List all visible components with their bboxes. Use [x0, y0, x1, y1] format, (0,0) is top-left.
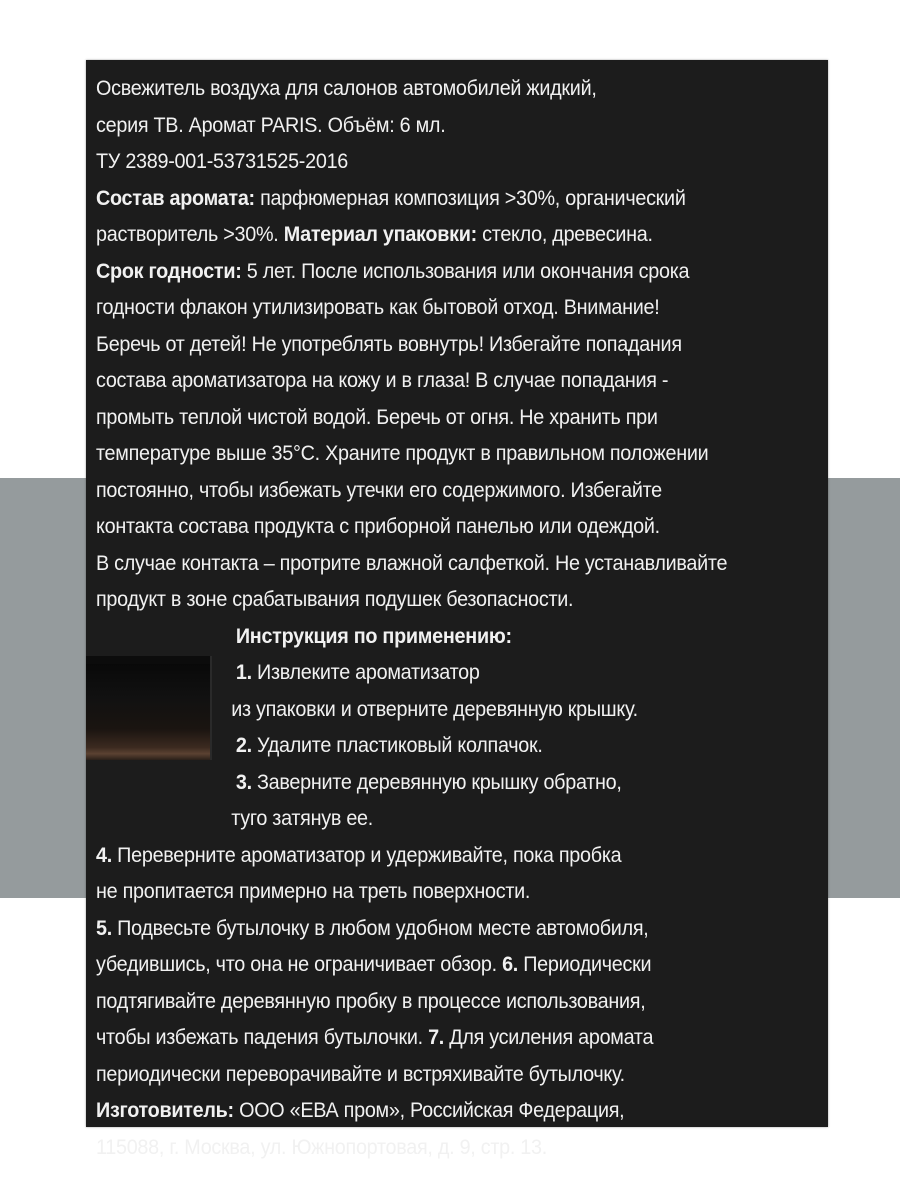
manufacturer-label: Изготовитель:: [96, 1098, 234, 1122]
step-7-line-b: периодически переворачивайте и встряхивайте бутылочку.: [96, 1061, 625, 1086]
label-text: [96, 70, 766, 1165]
step-1-text-a: Извлеките ароматизатор: [251, 660, 480, 684]
manufacturer-line2: 115088, г. Москва, ул. Южнопортовая, д. 9, стр. 13.: [96, 1134, 547, 1159]
package-text: стекло, древесина.: [476, 222, 653, 246]
step-7-number: 7.: [428, 1025, 445, 1049]
product-label: [86, 60, 828, 1159]
step-3-line-b: туго затянув ее.: [231, 806, 373, 830]
step-7-text-a: Для усиления аромата: [444, 1025, 654, 1049]
step-6-text-c: чтобы избежать падения бутылочки.: [96, 1025, 429, 1049]
step-2-number: 2.: [235, 733, 252, 757]
product-title-line2: серия ТВ. Аромат PARIS. Объём: 6 мл.: [96, 112, 446, 137]
step-4-line-b: не пропитается примерно на треть поверхности.: [96, 879, 531, 903]
manufacturer-text1: ООО «ЕВА пром», Российская Федерация,: [233, 1098, 625, 1122]
warning-line: промыть теплой чистой водой. Беречь от огня. Не хранить при: [96, 404, 658, 429]
step-1-number: 1.: [235, 660, 252, 684]
step-6-7-line: [96, 1019, 766, 1056]
composition-text1: парфюмерная композиция >30%, органический: [254, 185, 686, 210]
instructions-heading-line: [96, 618, 766, 655]
warning-line: годности флакон утилизировать как бытовой отход. Внимание!: [96, 295, 660, 319]
composition-text2: растворитель >30%.: [96, 222, 284, 246]
package-label: Материал упаковки:: [283, 222, 477, 246]
manufacturer-line1: [96, 1092, 766, 1129]
warning-line: состава ароматизатора на кожу и в глаза! В случае попадания -: [96, 368, 669, 392]
step-6-text-a: Периодически: [518, 952, 652, 976]
composition-line2: [96, 216, 766, 253]
step-3-line-a: [96, 764, 766, 801]
warning-line: контакта состава продукта с приборной панелью или одеждой.: [96, 514, 660, 538]
step-3-number: 3.: [235, 769, 252, 794]
step-5-text-b: убедившись, что она не ограничивает обзор.: [96, 952, 503, 976]
warning-line: Беречь от детей! Не употреблять вовнутрь! Избегайте попадания: [96, 331, 682, 356]
shelf-life-line: [96, 253, 766, 290]
step-1-line-b: из упаковки и отверните деревянную крышку.: [231, 696, 638, 721]
tu-code: ТУ 2389-001-53731525-2016: [96, 149, 349, 173]
step-4-text-a: Переверните ароматизатор и удерживайте, пока пробка: [111, 842, 622, 867]
step-5-line-a: [96, 910, 766, 947]
step-5-6-line: [96, 946, 766, 983]
step-5-number: 5.: [96, 915, 112, 940]
shelf-life-text: 5 лет. После использования или окончания срока: [241, 258, 690, 283]
instructions-heading: Инструкция по применению:: [235, 623, 512, 648]
step-6-number: 6.: [502, 952, 519, 976]
step-2-line: [96, 727, 766, 764]
product-title-line1: Освежитель воздуха для салонов автомобилей жидкий,: [96, 76, 597, 100]
warning-line: температуре выше 35°С. Храните продукт в правильном положении: [96, 441, 709, 465]
step-3-text-a: Заверните деревянную крышку обратно,: [251, 769, 622, 794]
composition-label: Состав аромата:: [96, 185, 255, 210]
step-4-line-a: [96, 837, 766, 874]
step-6-line-b: подтягивайте деревянную пробку в процессе использования,: [96, 988, 646, 1013]
shelf-life-label: Срок годности:: [96, 258, 242, 283]
warning-line: продукт в зоне срабатывания подушек безопасности.: [96, 587, 574, 611]
step-2-text: Удалите пластиковый колпачок.: [251, 733, 543, 757]
step-5-text-a: Подвесьте бутылочку в любом удобном месте автомобиля,: [111, 915, 649, 940]
composition-line1: [96, 180, 766, 217]
warning-line: В случае контакта – протрите влажной салфеткой. Не устанавливайте: [96, 550, 728, 575]
step-1-line-a: [96, 654, 766, 691]
warning-line: постоянно, чтобы избежать утечки его содержимого. Избегайте: [96, 477, 662, 502]
step-4-number: 4.: [96, 842, 112, 867]
